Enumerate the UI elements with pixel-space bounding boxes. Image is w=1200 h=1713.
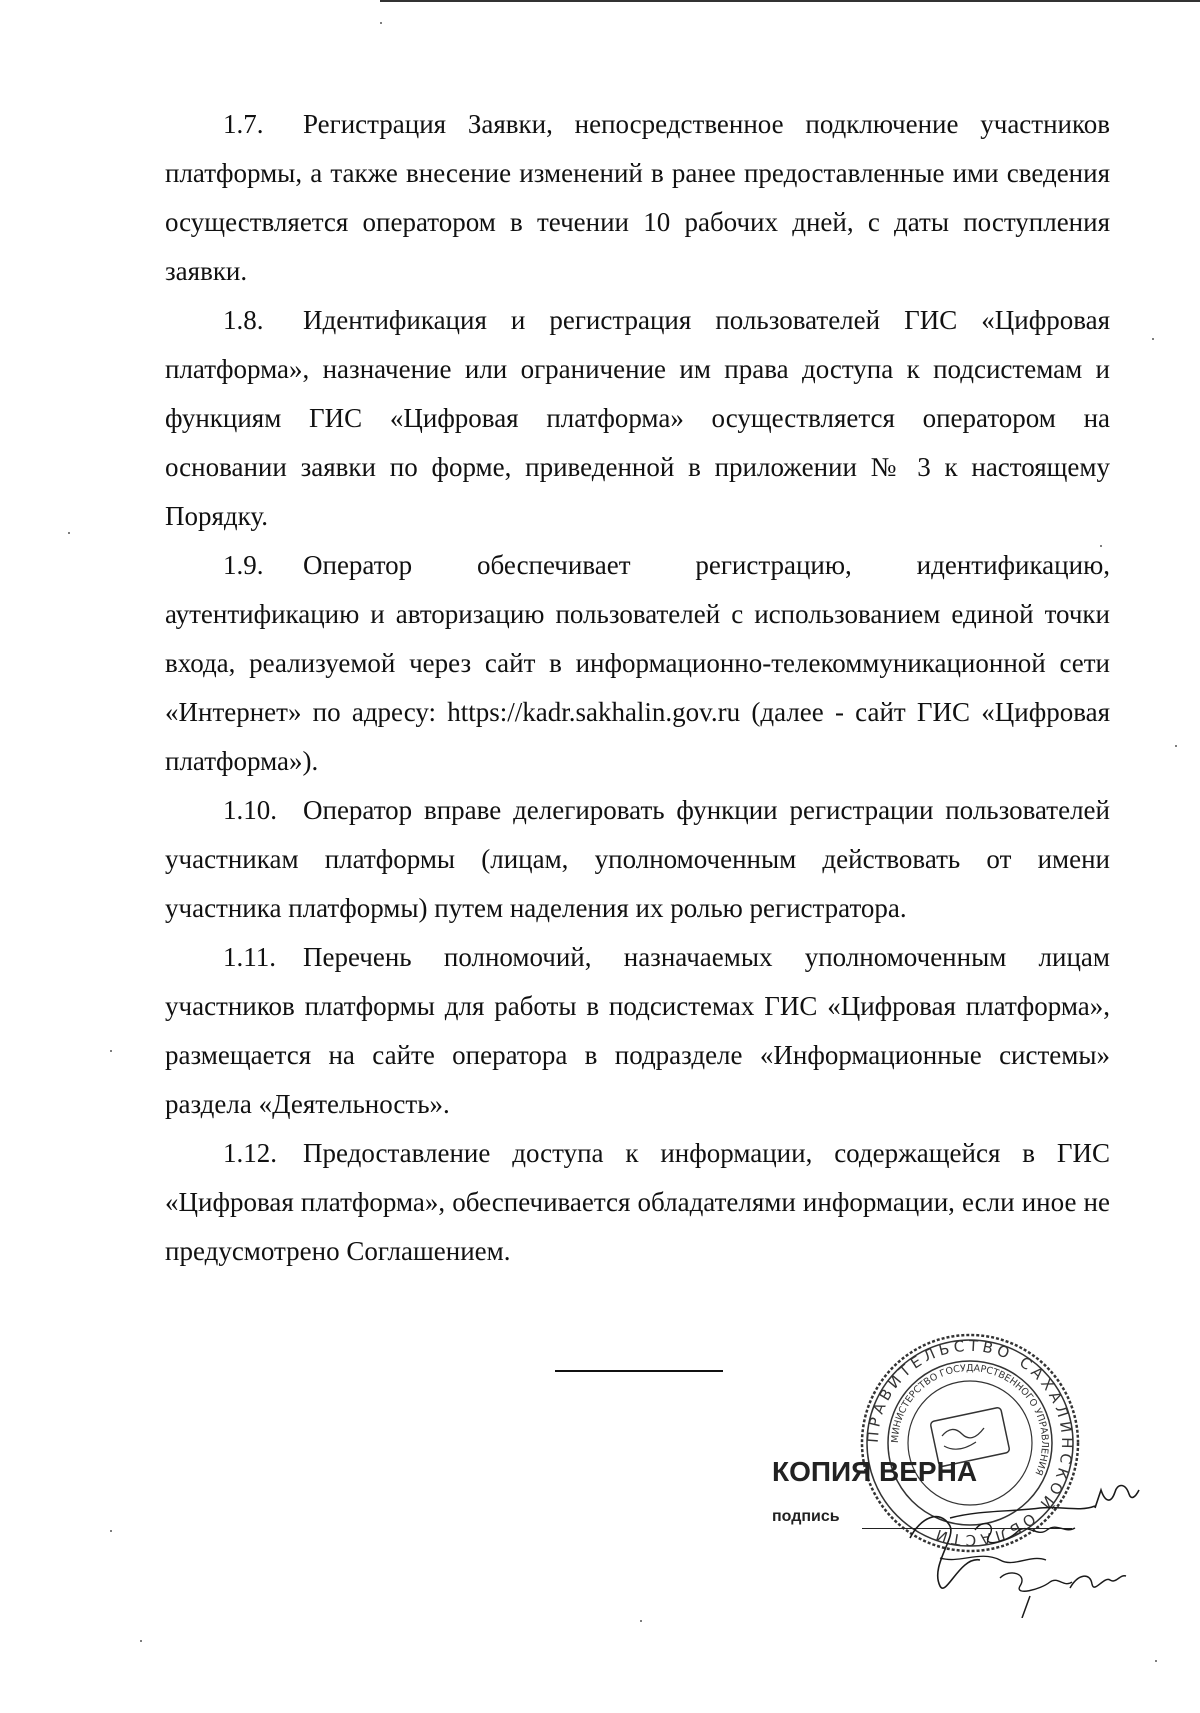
paragraph-text: Оператор обеспечивает регистрацию, идентификацию, аутентификацию и авторизацию пользователей с использованием единой точки входа, реализуемой через сайт в информационно-телекоммуникационной сети «Интернет» по адресу: https://kadr.sakhalin.gov.ru (далее - сайт ГИС «Цифровая платформа»).: [165, 550, 1110, 776]
paragraph-text: Предоставление доступа к информации, содержащейся в ГИС «Цифровая платформа», обеспечивается обладателями информации, если иное не предусмотрено Соглашением.: [165, 1138, 1110, 1266]
paragraph-number: 1.11.: [223, 942, 276, 972]
paragraph-1-7: [165, 100, 1110, 296]
paragraph-text: Перечень полномочий, назначаемых уполномоченным лицам участников платформы для работы в подсистемах ГИС «Цифровая платформа», размещается на сайте оператора в подразделе «Информационные системы» раздела «Деятельность».: [165, 942, 1110, 1119]
copy-certified-label: КОПИЯ ВЕРНА: [772, 1456, 978, 1487]
scan-speck: [110, 1050, 112, 1052]
paragraph-text: Оператор вправе делегировать функции регистрации пользователей участникам платформы (лицам, уполномоченным действовать от имени участника платформы) путем наделения их ролью регистратора.: [165, 795, 1110, 923]
paragraph-text: Регистрация Заявки, непосредственное подключение участников платформы, а также внесение изменений в ранее предоставленные ими сведения осуществляется оператором в течении 10 рабочих дней, с даты поступления заявки.: [165, 109, 1110, 286]
scan-speck: [140, 1640, 142, 1642]
certification-block: [760, 1328, 1160, 1628]
scan-speck: [640, 1620, 642, 1622]
paragraph-1-9: [165, 541, 1110, 786]
paragraph-number: 1.9.: [223, 550, 264, 580]
scan-speck: [1100, 545, 1102, 547]
stamp-outer-text: ПРАВИТЕЛЬСТВО САХАЛИНСКОЙ ОБЛАСТИ: [863, 1336, 1077, 1550]
paragraph-number: 1.12.: [223, 1138, 277, 1168]
scan-speck: [380, 22, 382, 24]
scan-speck: [1175, 745, 1177, 747]
paragraph-1-10: [165, 786, 1110, 933]
scan-speck: [1155, 1660, 1157, 1662]
top-border-line: [380, 0, 1200, 2]
paragraph-number: 1.10.: [223, 795, 277, 825]
scan-speck: [1152, 338, 1154, 340]
end-separator-line: [555, 1370, 723, 1372]
paragraph-text: Идентификация и регистрация пользователей ГИС «Цифровая платформа», назначение или ограничение им права доступа к подсистемам и функциям ГИС «Цифровая платформа» осуществляется оператором на основании заявки по форме, приведенной в приложении № 3 к настоящему Порядку.: [165, 305, 1110, 531]
scan-speck: [68, 532, 70, 534]
paragraph-1-11: [165, 933, 1110, 1129]
scan-speck: [110, 1530, 112, 1532]
paragraph-number: 1.8.: [223, 305, 264, 335]
signature-label: подпись: [772, 1508, 840, 1525]
document-body: [165, 100, 1110, 1276]
paragraph-1-8: [165, 296, 1110, 541]
stamp-inner-text: МИНИСТЕРСТВО ГОСУДАРСТВЕННОГО УПРАВЛЕНИЯ: [889, 1362, 1051, 1477]
paragraph-number: 1.7.: [223, 109, 264, 139]
handwritten-signature-icon: [880, 1478, 1160, 1618]
paragraph-1-12: [165, 1129, 1110, 1276]
